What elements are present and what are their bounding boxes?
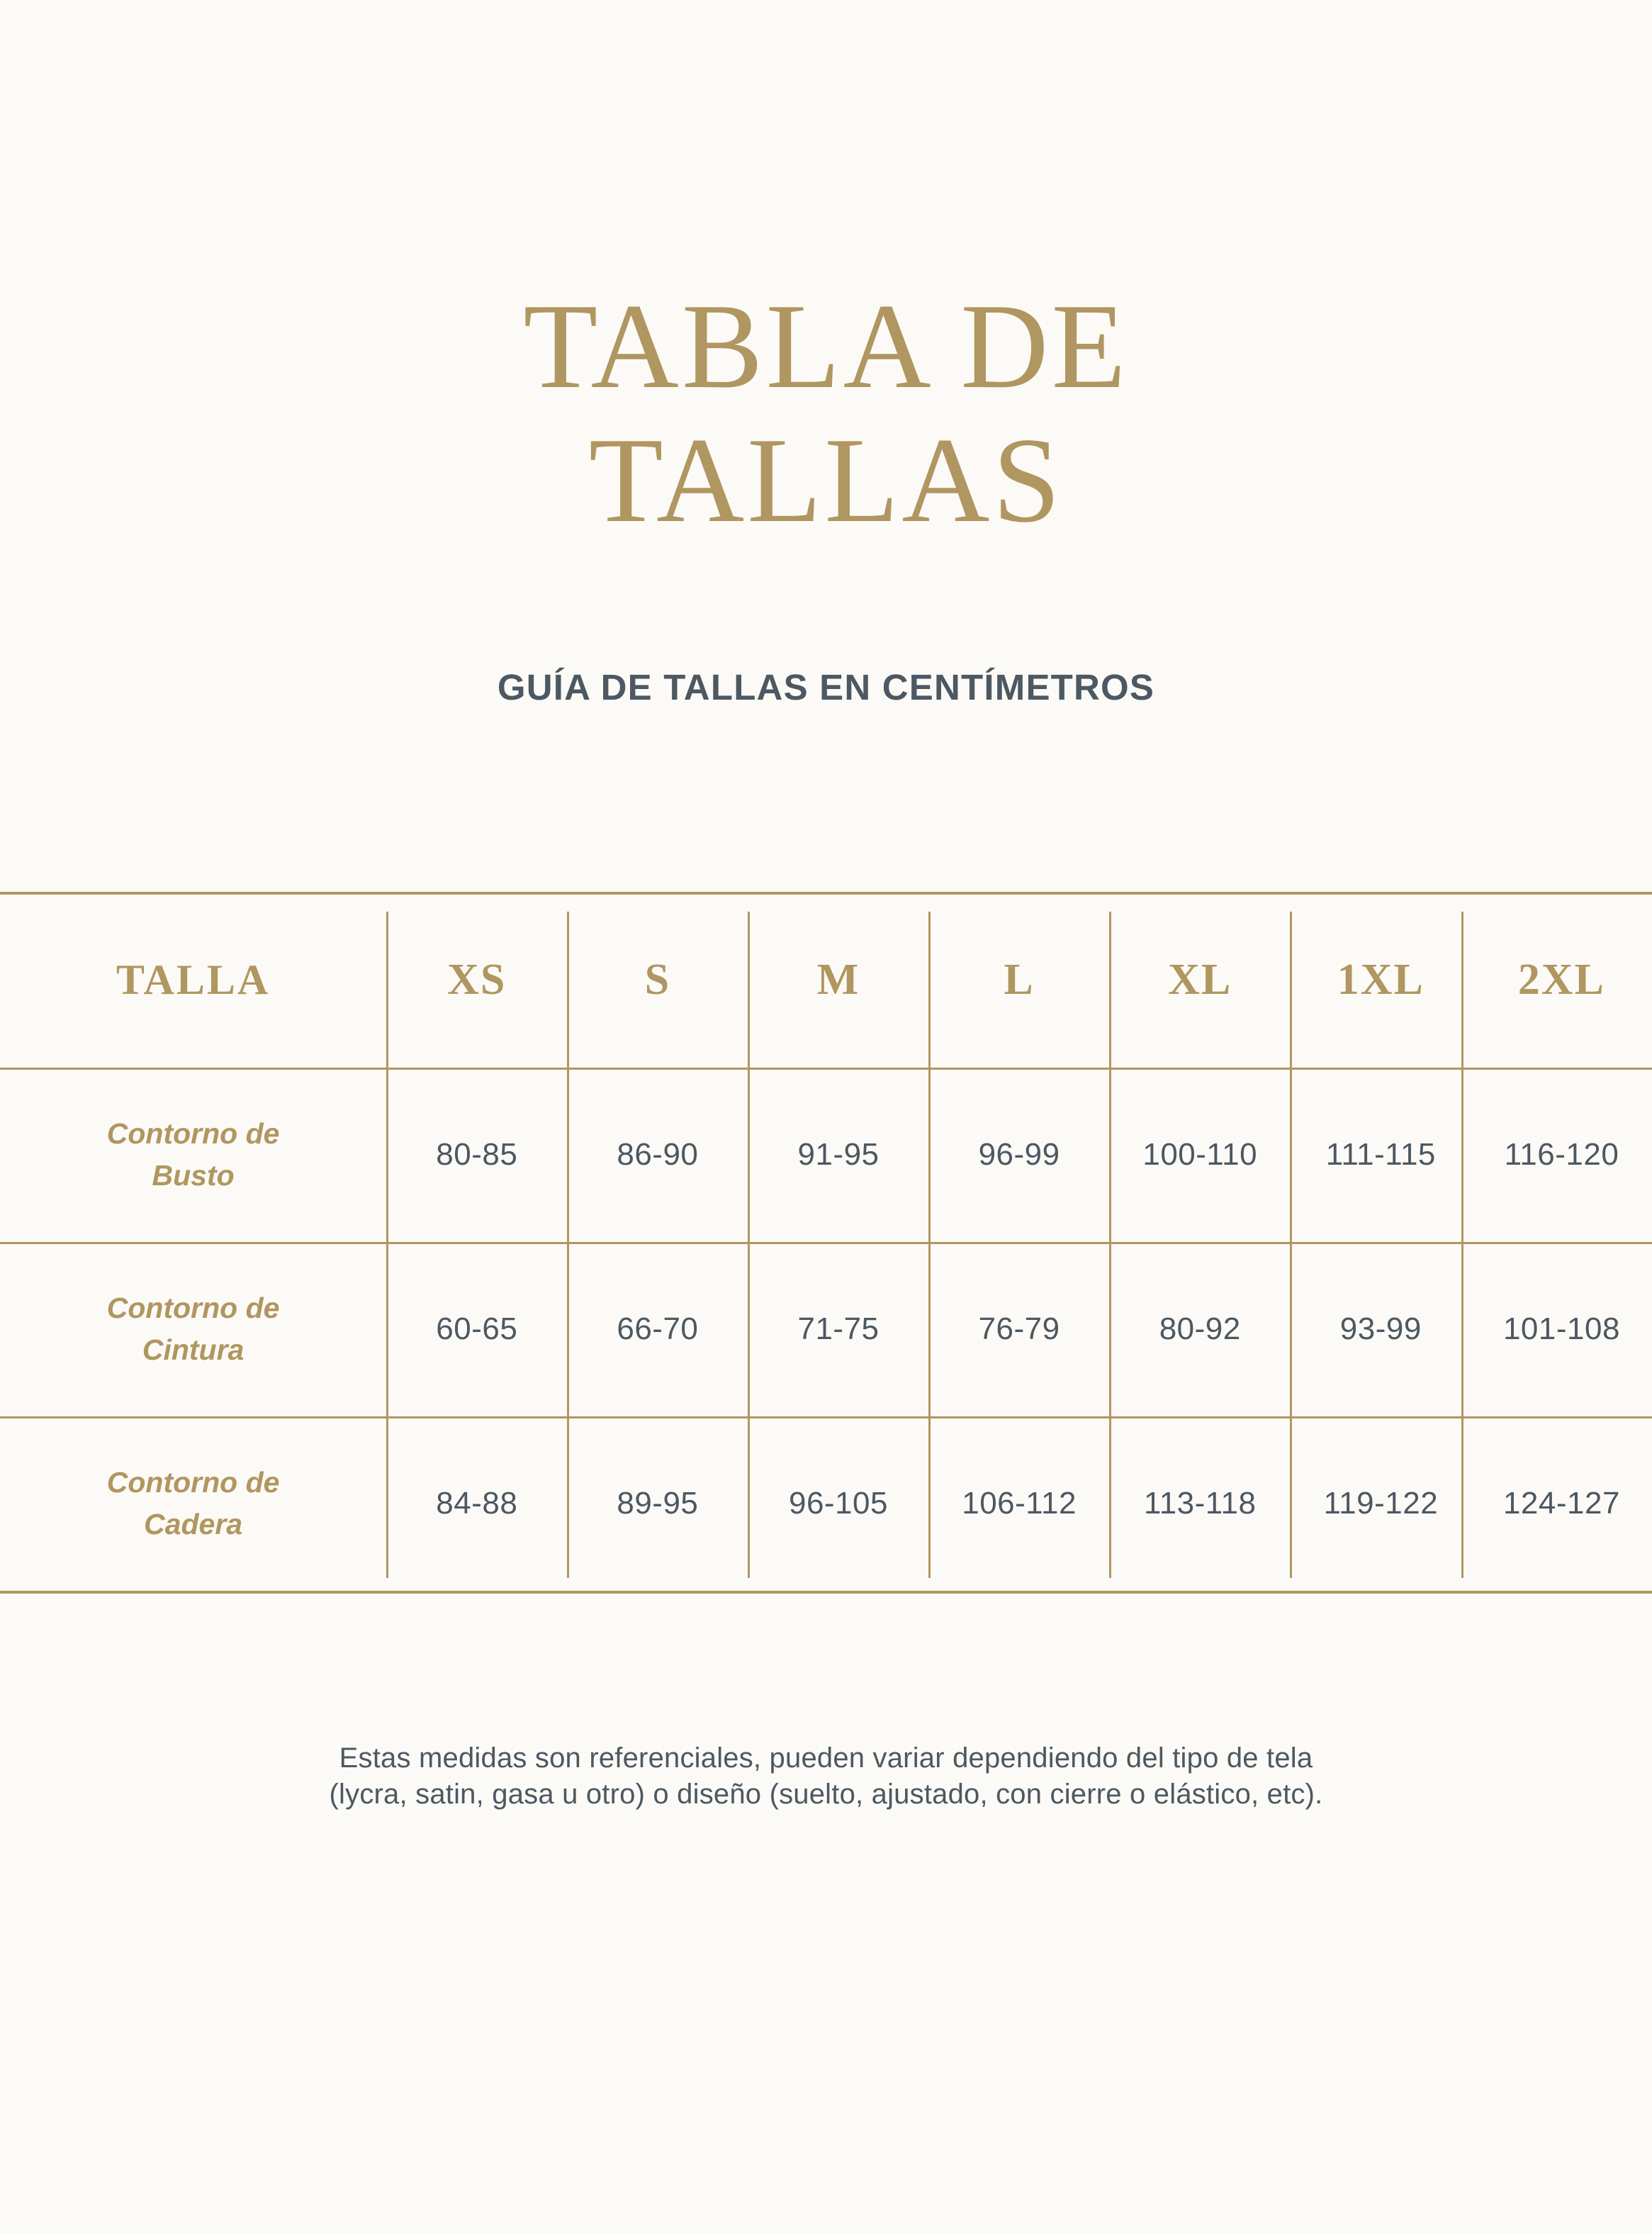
- footnote-line1: Estas medidas son referenciales, pueden variar dependiendo del tipo de tela: [339, 1742, 1313, 1774]
- page-title: [0, 280, 1652, 548]
- footnote-line2: (lycra, satin, gasa u otro) o diseño (suelto, ajustado, con cierre o elástico, etc).: [329, 1779, 1323, 1811]
- column-header-m: M: [816, 955, 860, 1004]
- cell-cintura-s: 66-70: [617, 1311, 699, 1346]
- row-label-cadera: [0, 1416, 386, 1591]
- column-header-xs: XS: [447, 955, 507, 1004]
- table-rule-header: [0, 1068, 1652, 1070]
- table-vrule-7: [1461, 912, 1463, 1578]
- cell-busto-s: 86-90: [617, 1137, 699, 1172]
- column-header-s: S: [644, 955, 671, 1004]
- table-header-row: [0, 892, 1652, 1068]
- column-header-xl: XL: [1168, 955, 1232, 1004]
- row-label-busto-line2: Busto: [152, 1159, 235, 1192]
- row-label-cadera-line2: Cadera: [144, 1508, 243, 1540]
- table-vrule-1: [386, 912, 388, 1578]
- table-vrule-5: [1109, 912, 1111, 1578]
- row-label-cintura-line2: Cintura: [142, 1333, 245, 1366]
- cell-busto-l: 96-99: [978, 1137, 1060, 1172]
- table-row: [0, 1068, 1652, 1242]
- size-table-container: [0, 892, 1652, 1591]
- table-vrule-4: [928, 912, 931, 1578]
- cell-cintura-2xl: 101-108: [1502, 1311, 1620, 1346]
- row-label-cadera-line1: Contorno de: [106, 1465, 280, 1499]
- table-row: [0, 1242, 1652, 1416]
- page-title-line2: TALLAS: [588, 413, 1064, 549]
- column-header-l: L: [1004, 955, 1035, 1004]
- cell-busto-xs: 80-85: [436, 1137, 518, 1172]
- size-table: [0, 892, 1652, 1591]
- row-label-busto-line1: Contorno de: [106, 1116, 280, 1150]
- page-title-line1: TABLA DE: [523, 279, 1129, 414]
- cell-cadera-xs: 84-88: [436, 1486, 518, 1521]
- cell-cadera-xl: 113-118: [1143, 1486, 1257, 1521]
- cell-cintura-xl: 80-92: [1159, 1311, 1241, 1346]
- table-row: [0, 1416, 1652, 1591]
- cell-cintura-xs: 60-65: [436, 1311, 518, 1346]
- cell-busto-2xl: 116-120: [1504, 1137, 1619, 1172]
- table-top-rule: [0, 892, 1652, 895]
- table-vrule-6: [1290, 912, 1292, 1578]
- cell-busto-m: 91-95: [797, 1137, 880, 1172]
- cell-cintura-m: 71-75: [797, 1311, 880, 1346]
- cell-cadera-l: 106-112: [962, 1486, 1077, 1521]
- cell-cintura-l: 76-79: [978, 1311, 1060, 1346]
- cell-busto-xl: 100-110: [1142, 1137, 1258, 1172]
- cell-cadera-2xl: 124-127: [1502, 1486, 1620, 1521]
- table-rule-1: [0, 1242, 1652, 1244]
- column-header-1xl: 1XL: [1337, 955, 1425, 1004]
- footnote: [0, 1740, 1652, 1813]
- page-subtitle: GUÍA DE TALLAS EN CENTÍMETROS: [497, 667, 1155, 707]
- table-bottom-rule: [0, 1591, 1652, 1594]
- table-rule-2: [0, 1416, 1652, 1418]
- row-label-cintura: [0, 1242, 386, 1416]
- cell-cadera-1xl: 119-122: [1323, 1486, 1439, 1521]
- column-header-talla: TALLA: [116, 956, 271, 1003]
- column-header-2xl: 2XL: [1517, 955, 1605, 1004]
- cell-busto-1xl: 111-115: [1325, 1137, 1436, 1172]
- row-label-cintura-line1: Contorno de: [106, 1291, 280, 1324]
- cell-cintura-1xl: 93-99: [1339, 1311, 1422, 1346]
- cell-cadera-m: 96-105: [788, 1486, 888, 1521]
- cell-cadera-s: 89-95: [617, 1486, 699, 1521]
- table-vrule-3: [748, 912, 750, 1578]
- row-label-busto: [0, 1068, 386, 1242]
- table-vrule-2: [567, 912, 569, 1578]
